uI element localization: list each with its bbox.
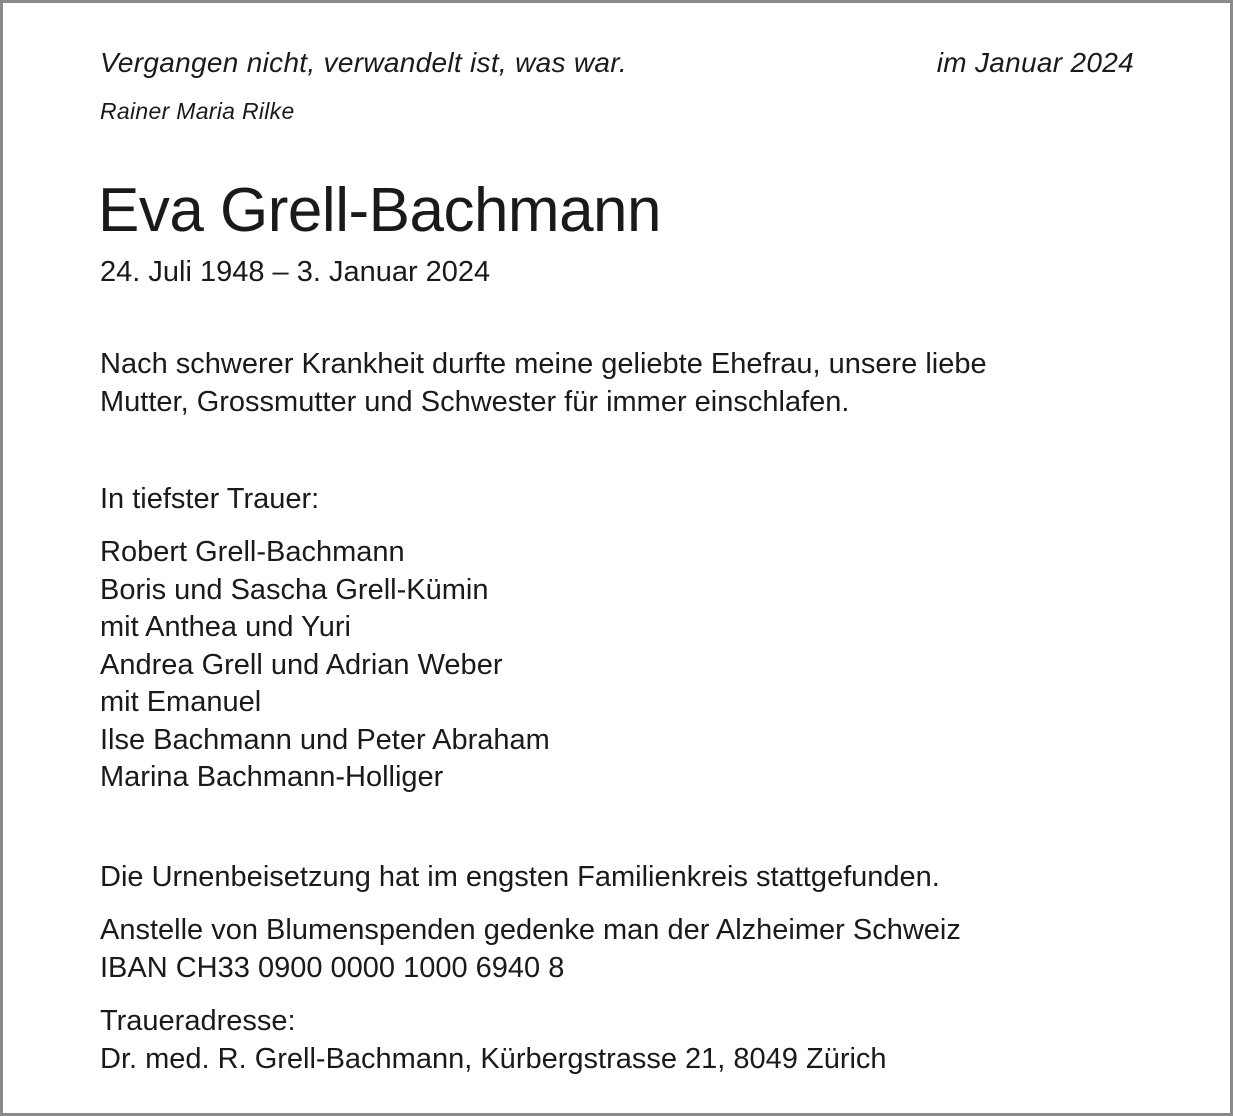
burial-note: Die Urnenbeisetzung hat im engsten Familienkreis stattgefunden. [100,861,940,893]
mourner-name: Robert Grell-Bachmann [100,536,405,568]
epigraph-quote: Vergangen nicht, verwandelt ist, was war. [100,47,627,78]
mourners-list [100,534,550,797]
mourning-address: Dr. med. R. Grell-Bachmann, Kürbergstrasse 21, 8049 Zürich [100,1043,887,1075]
mourner-name: Andrea Grell und Adrian Weber [100,648,503,681]
mourner-name: mit Anthea und Yuri [100,611,351,643]
notice-dateline: im Januar 2024 [936,47,1134,78]
life-dates: 24. Juli 1948 – 3. Januar 2024 [100,256,491,288]
announcement-line: Nach schwerer Krankheit durfte meine geliebte Ehefrau, unsere liebe [100,348,987,380]
donation-note: Anstelle von Blumenspenden gedenke man der Alzheimer Schweiz [100,914,961,946]
announcement-text [100,346,987,421]
address-label: Traueradresse: [100,1005,296,1037]
mourner-name: Ilse Bachmann und Peter Abraham [100,723,550,756]
mourner-name: mit Emanuel [100,686,262,718]
epigraph-author: Rainer Maria Rilke [100,98,295,124]
announcement-line: Mutter, Grossmutter und Schwester für immer einschlafen. [100,385,850,418]
deceased-name: Eva Grell-Bachmann [98,176,662,245]
mourning-heading: In tiefster Trauer: [100,483,320,515]
mourner-name: Marina Bachmann-Holliger [100,761,444,793]
mourner-name: Boris und Sascha Grell-Kümin [100,573,489,606]
donation-iban: IBAN CH33 0900 0000 1000 6940 8 [100,952,565,984]
